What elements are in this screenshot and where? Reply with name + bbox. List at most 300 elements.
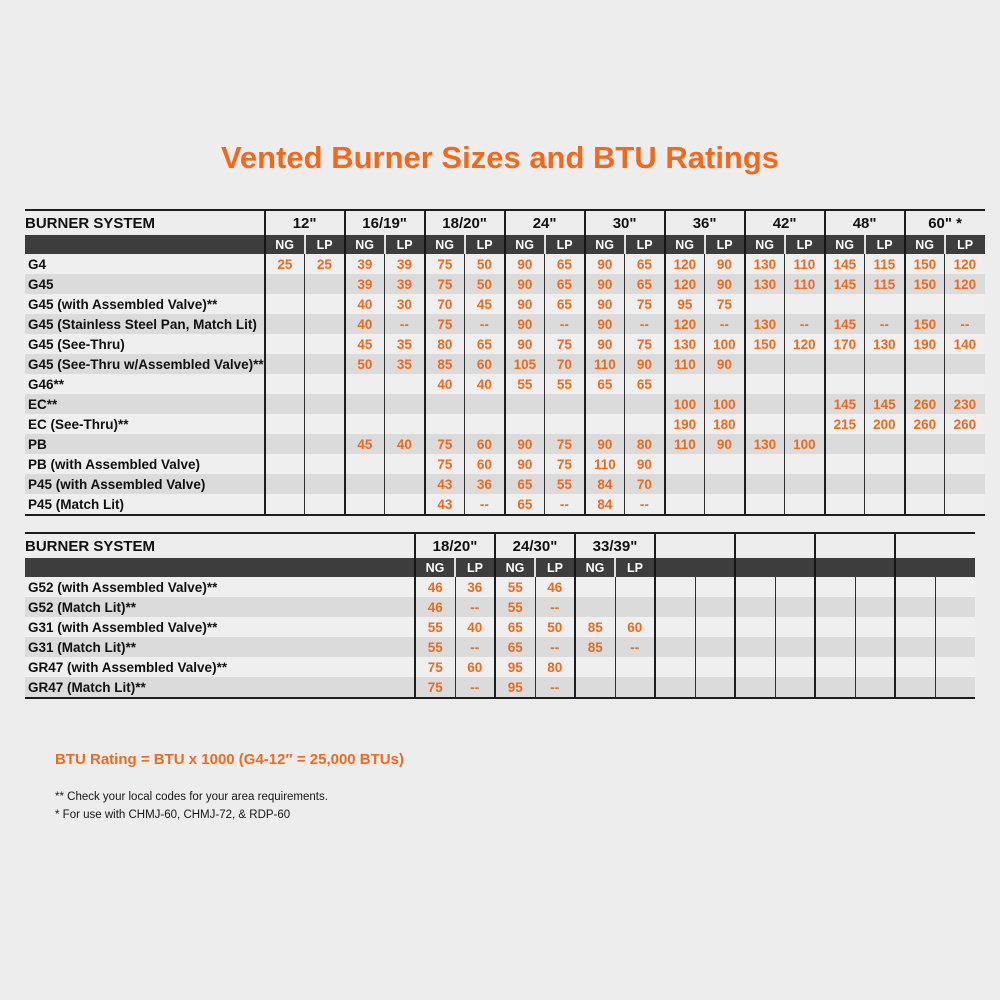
btu-value-lp — [385, 454, 425, 474]
btu-value-ng: 65 — [505, 474, 545, 494]
btu-value-ng — [735, 577, 775, 597]
btu-value-lp: 55 — [545, 474, 585, 494]
btu-value-ng: 145 — [825, 274, 865, 294]
gas-header-ng: NG — [745, 235, 785, 254]
btu-value-ng — [265, 394, 305, 414]
btu-value-lp — [785, 494, 825, 515]
btu-value-lp — [695, 637, 735, 657]
table-row — [25, 354, 985, 374]
btu-value-ng: 105 — [505, 354, 545, 374]
burner-name: EC** — [25, 394, 265, 414]
btu-value-ng: 45 — [345, 434, 385, 454]
btu-value-ng — [815, 677, 855, 698]
gas-header-empty — [735, 558, 775, 577]
btu-value-lp — [305, 274, 345, 294]
burner-name: G31 (Match Lit)** — [25, 637, 415, 657]
btu-value-lp — [465, 394, 505, 414]
btu-value-lp: 260 — [945, 414, 985, 434]
burner-name: PB — [25, 434, 265, 454]
btu-value-ng: 90 — [585, 314, 625, 334]
table-row — [25, 657, 975, 677]
btu-value-ng: 190 — [665, 414, 705, 434]
btu-value-lp: 75 — [545, 454, 585, 474]
btu-value-ng: 130 — [745, 254, 785, 274]
btu-value-lp: 100 — [705, 394, 745, 414]
btu-value-ng — [585, 414, 625, 434]
btu-value-ng — [905, 434, 945, 454]
size-header-empty — [815, 533, 895, 558]
btu-value-lp: 120 — [785, 334, 825, 354]
btu-value-ng: 65 — [505, 494, 545, 515]
btu-value-ng — [825, 494, 865, 515]
btu-value-ng — [905, 494, 945, 515]
btu-value-lp: 45 — [465, 294, 505, 314]
gas-type-header-row — [25, 235, 985, 254]
btu-value-lp: 60 — [465, 434, 505, 454]
btu-value-ng — [345, 454, 385, 474]
btu-value-ng — [585, 394, 625, 414]
btu-value-lp: 50 — [465, 274, 505, 294]
btu-value-lp: 70 — [545, 354, 585, 374]
btu-value-ng — [655, 617, 695, 637]
btu-value-ng: 65 — [495, 617, 535, 637]
btu-value-ng: 75 — [415, 677, 455, 698]
btu-value-lp — [865, 434, 905, 454]
btu-value-lp — [705, 474, 745, 494]
btu-value-lp — [935, 597, 975, 617]
btu-value-lp — [775, 617, 815, 637]
btu-value-ng — [265, 494, 305, 515]
band-label-cell — [25, 558, 415, 577]
btu-value-ng: 46 — [415, 597, 455, 617]
btu-value-ng: 43 — [425, 494, 465, 515]
gas-type-header-row — [25, 558, 975, 577]
table-row — [25, 454, 985, 474]
btu-value-ng — [575, 657, 615, 677]
btu-value-lp: 90 — [705, 254, 745, 274]
btu-value-ng: 120 — [665, 314, 705, 334]
btu-value-ng: 85 — [425, 354, 465, 374]
table-row — [25, 597, 975, 617]
btu-value-ng — [895, 597, 935, 617]
btu-value-ng — [735, 677, 775, 698]
btu-value-lp — [935, 617, 975, 637]
btu-value-ng: 90 — [585, 334, 625, 354]
btu-value-lp: -- — [625, 494, 665, 515]
btu-value-ng — [265, 314, 305, 334]
btu-value-lp: 115 — [865, 274, 905, 294]
btu-value-ng — [665, 494, 705, 515]
gas-header-ng: NG — [495, 558, 535, 577]
btu-value-ng: 90 — [505, 454, 545, 474]
btu-value-ng — [575, 597, 615, 617]
btu-value-lp — [305, 374, 345, 394]
btu-value-lp — [785, 414, 825, 434]
table-row — [25, 394, 985, 414]
size-header: 16/19" — [345, 210, 425, 235]
size-header: 12" — [265, 210, 345, 235]
btu-value-lp — [935, 677, 975, 698]
btu-value-lp — [545, 394, 585, 414]
gas-header-ng: NG — [575, 558, 615, 577]
btu-value-ng — [345, 394, 385, 414]
btu-value-ng: 50 — [345, 354, 385, 374]
btu-value-ng — [665, 374, 705, 394]
btu-value-ng: 75 — [425, 434, 465, 454]
burner-name: G52 (with Assembled Valve)** — [25, 577, 415, 597]
btu-value-ng: 145 — [825, 254, 865, 274]
btu-value-lp: 80 — [625, 434, 665, 454]
btu-value-ng: 110 — [665, 434, 705, 454]
btu-value-ng — [265, 374, 305, 394]
btu-value-lp: 60 — [455, 657, 495, 677]
btu-value-lp — [695, 577, 735, 597]
btu-value-ng — [265, 414, 305, 434]
size-header: 30" — [585, 210, 665, 235]
btu-value-lp: 75 — [545, 334, 585, 354]
btu-value-lp: 145 — [865, 394, 905, 414]
btu-value-ng: 145 — [825, 314, 865, 334]
btu-value-lp — [865, 354, 905, 374]
btu-value-lp — [385, 474, 425, 494]
btu-value-lp — [305, 494, 345, 515]
btu-value-lp: 60 — [465, 454, 505, 474]
size-header: 60" * — [905, 210, 985, 235]
btu-value-ng: 170 — [825, 334, 865, 354]
btu-value-ng: 90 — [505, 434, 545, 454]
btu-value-ng: 40 — [345, 294, 385, 314]
btu-value-lp: 70 — [625, 474, 665, 494]
btu-value-ng: 95 — [495, 657, 535, 677]
btu-rating-note: BTU Rating = BTU x 1000 (G4-12″ = 25,000 BTUs) — [55, 751, 404, 768]
btu-value-ng — [815, 617, 855, 637]
btu-value-lp — [785, 294, 825, 314]
btu-value-ng — [265, 334, 305, 354]
btu-value-ng — [895, 617, 935, 637]
gas-header-empty — [655, 558, 695, 577]
btu-value-lp — [855, 617, 895, 637]
btu-value-ng — [265, 294, 305, 314]
btu-value-lp — [775, 677, 815, 698]
burner-name: EC (See-Thru)** — [25, 414, 265, 434]
btu-value-lp: 200 — [865, 414, 905, 434]
size-header-empty — [895, 533, 975, 558]
btu-value-ng: 65 — [495, 637, 535, 657]
btu-value-lp: 180 — [705, 414, 745, 434]
btu-value-lp — [855, 597, 895, 617]
btu-value-lp: -- — [545, 494, 585, 515]
btu-value-lp: -- — [945, 314, 985, 334]
btu-value-ng: 75 — [425, 254, 465, 274]
btu-value-lp: 65 — [545, 274, 585, 294]
btu-value-ng: 90 — [505, 294, 545, 314]
btu-value-lp — [945, 374, 985, 394]
table-row — [25, 254, 985, 274]
btu-value-ng — [895, 657, 935, 677]
gas-header-ng: NG — [265, 235, 305, 254]
btu-value-ng — [655, 677, 695, 698]
btu-value-lp — [305, 354, 345, 374]
btu-value-lp — [865, 474, 905, 494]
burner-name: PB (with Assembled Valve) — [25, 454, 265, 474]
btu-value-ng — [745, 474, 785, 494]
btu-value-ng: 90 — [505, 334, 545, 354]
btu-value-ng — [745, 294, 785, 314]
linear-burner-size-table — [25, 532, 975, 699]
btu-value-lp: 65 — [465, 334, 505, 354]
table-row — [25, 374, 985, 394]
btu-value-ng: 55 — [505, 374, 545, 394]
btu-value-lp — [705, 494, 745, 515]
btu-value-lp — [615, 657, 655, 677]
btu-value-ng: 100 — [665, 394, 705, 414]
btu-value-lp: 65 — [625, 254, 665, 274]
table-row — [25, 294, 985, 314]
btu-value-lp — [935, 637, 975, 657]
btu-value-ng — [905, 294, 945, 314]
table-row — [25, 474, 985, 494]
btu-value-ng: 110 — [585, 454, 625, 474]
burner-system-header: BURNER SYSTEM — [25, 533, 415, 558]
btu-value-ng: 130 — [745, 434, 785, 454]
table-row — [25, 414, 985, 434]
btu-value-lp — [615, 577, 655, 597]
btu-value-ng — [655, 657, 695, 677]
btu-value-lp — [705, 454, 745, 474]
btu-value-ng: 95 — [495, 677, 535, 698]
btu-value-ng — [655, 597, 695, 617]
btu-value-lp: 100 — [705, 334, 745, 354]
btu-value-lp: 110 — [785, 254, 825, 274]
btu-value-ng — [735, 617, 775, 637]
btu-value-ng — [905, 374, 945, 394]
btu-value-lp — [695, 677, 735, 698]
gas-header-lp: LP — [625, 235, 665, 254]
btu-value-lp: 36 — [465, 474, 505, 494]
btu-value-ng: 215 — [825, 414, 865, 434]
size-header: 36" — [665, 210, 745, 235]
btu-value-lp: 65 — [625, 374, 665, 394]
btu-value-ng: 120 — [665, 274, 705, 294]
btu-value-lp: 80 — [535, 657, 575, 677]
band-label-cell — [25, 235, 265, 254]
size-header-empty — [655, 533, 735, 558]
btu-value-lp: 130 — [865, 334, 905, 354]
btu-value-lp: 25 — [305, 254, 345, 274]
btu-value-ng: 130 — [745, 274, 785, 294]
btu-value-ng: 150 — [905, 274, 945, 294]
btu-value-ng — [825, 354, 865, 374]
btu-value-lp — [855, 637, 895, 657]
btu-value-ng: 46 — [415, 577, 455, 597]
gas-header-ng: NG — [425, 235, 465, 254]
btu-value-ng — [825, 454, 865, 474]
btu-value-lp: 65 — [545, 294, 585, 314]
burner-name: G45 (with Assembled Valve)** — [25, 294, 265, 314]
btu-value-lp — [935, 577, 975, 597]
table-row — [25, 637, 975, 657]
btu-value-ng: 55 — [415, 617, 455, 637]
btu-value-ng: 65 — [585, 374, 625, 394]
btu-value-ng — [505, 394, 545, 414]
btu-value-lp — [945, 354, 985, 374]
gas-header-empty — [855, 558, 895, 577]
gas-header-ng: NG — [665, 235, 705, 254]
size-header: 42" — [745, 210, 825, 235]
btu-value-lp: 46 — [535, 577, 575, 597]
burner-name: P45 (Match Lit) — [25, 494, 265, 515]
btu-value-lp: 65 — [625, 274, 665, 294]
btu-value-ng — [745, 354, 785, 374]
btu-value-lp: 40 — [455, 617, 495, 637]
btu-value-lp: 39 — [385, 274, 425, 294]
gas-header-lp: LP — [785, 235, 825, 254]
burner-name: P45 (with Assembled Valve) — [25, 474, 265, 494]
size-header-empty — [735, 533, 815, 558]
btu-value-ng — [895, 577, 935, 597]
btu-value-ng — [745, 494, 785, 515]
btu-value-ng — [745, 374, 785, 394]
btu-value-lp — [855, 657, 895, 677]
btu-value-lp — [855, 577, 895, 597]
gas-header-empty — [695, 558, 735, 577]
burner-system-header: BURNER SYSTEM — [25, 210, 265, 235]
btu-value-lp: -- — [535, 677, 575, 698]
btu-value-ng: 90 — [585, 274, 625, 294]
btu-value-lp — [695, 657, 735, 677]
gas-header-ng: NG — [415, 558, 455, 577]
btu-value-lp — [385, 374, 425, 394]
btu-value-lp — [865, 454, 905, 474]
btu-value-ng: 90 — [585, 294, 625, 314]
table-row — [25, 434, 985, 454]
btu-value-lp: -- — [465, 494, 505, 515]
gas-header-lp: LP — [455, 558, 495, 577]
btu-value-ng: 90 — [585, 254, 625, 274]
btu-value-lp: 55 — [545, 374, 585, 394]
btu-value-ng — [575, 577, 615, 597]
size-header: 33/39" — [575, 533, 655, 558]
btu-value-lp: -- — [455, 597, 495, 617]
btu-value-lp: 40 — [385, 434, 425, 454]
btu-value-lp — [705, 374, 745, 394]
gas-header-lp: LP — [945, 235, 985, 254]
btu-value-ng: 145 — [825, 394, 865, 414]
btu-value-ng — [265, 354, 305, 374]
btu-value-ng — [735, 637, 775, 657]
btu-value-lp: 35 — [385, 334, 425, 354]
btu-value-ng: 85 — [575, 617, 615, 637]
btu-value-ng: 40 — [425, 374, 465, 394]
burner-name: G31 (with Assembled Valve)** — [25, 617, 415, 637]
btu-value-lp: 90 — [705, 274, 745, 294]
btu-value-ng: 120 — [665, 254, 705, 274]
btu-value-ng: 95 — [665, 294, 705, 314]
btu-value-lp: 65 — [545, 254, 585, 274]
size-header: 18/20" — [425, 210, 505, 235]
btu-value-ng: 260 — [905, 394, 945, 414]
btu-value-lp — [305, 294, 345, 314]
size-header: 24" — [505, 210, 585, 235]
btu-value-ng — [345, 494, 385, 515]
burner-name: GR47 (with Assembled Valve)** — [25, 657, 415, 677]
btu-value-ng — [825, 474, 865, 494]
btu-value-ng — [745, 414, 785, 434]
btu-value-ng: 85 — [575, 637, 615, 657]
gas-header-empty — [895, 558, 935, 577]
btu-value-lp — [785, 354, 825, 374]
table-row — [25, 314, 985, 334]
btu-value-lp — [785, 454, 825, 474]
vented-burner-size-table — [25, 209, 985, 516]
btu-value-ng: 25 — [265, 254, 305, 274]
btu-value-ng — [905, 454, 945, 474]
btu-value-ng — [505, 414, 545, 434]
table-row — [25, 494, 985, 515]
table-row — [25, 617, 975, 637]
table-row — [25, 334, 985, 354]
btu-value-lp: -- — [615, 637, 655, 657]
btu-value-lp: 115 — [865, 254, 905, 274]
btu-value-ng: 110 — [585, 354, 625, 374]
btu-value-ng — [665, 474, 705, 494]
gas-header-empty — [935, 558, 975, 577]
btu-value-ng — [345, 374, 385, 394]
btu-value-lp: -- — [455, 677, 495, 698]
btu-value-lp: 75 — [705, 294, 745, 314]
btu-value-lp — [625, 394, 665, 414]
btu-value-lp: 110 — [785, 274, 825, 294]
burner-name: G46** — [25, 374, 265, 394]
btu-value-lp — [305, 394, 345, 414]
btu-value-lp — [785, 374, 825, 394]
btu-value-lp: 120 — [945, 254, 985, 274]
btu-value-lp: 36 — [455, 577, 495, 597]
btu-value-lp — [945, 494, 985, 515]
size-header: 48" — [825, 210, 905, 235]
burner-name: G45 (See-Thru w/Assembled Valve)** — [25, 354, 265, 374]
btu-value-ng: 43 — [425, 474, 465, 494]
btu-value-ng — [665, 454, 705, 474]
btu-value-lp: 50 — [465, 254, 505, 274]
btu-value-ng — [815, 657, 855, 677]
btu-value-ng: 39 — [345, 254, 385, 274]
btu-value-lp — [865, 374, 905, 394]
btu-value-lp: 40 — [465, 374, 505, 394]
btu-value-lp — [305, 314, 345, 334]
btu-value-lp — [775, 597, 815, 617]
btu-value-ng: 75 — [425, 274, 465, 294]
btu-value-lp: -- — [545, 314, 585, 334]
btu-value-ng: 150 — [745, 334, 785, 354]
btu-value-ng — [815, 597, 855, 617]
btu-value-lp: -- — [535, 637, 575, 657]
btu-value-ng — [425, 394, 465, 414]
size-header: 18/20" — [415, 533, 495, 558]
btu-value-ng — [655, 637, 695, 657]
btu-value-ng: 130 — [665, 334, 705, 354]
btu-value-ng: 45 — [345, 334, 385, 354]
gas-header-ng: NG — [905, 235, 945, 254]
btu-value-lp — [785, 394, 825, 414]
btu-value-ng: 75 — [425, 314, 465, 334]
btu-value-lp — [615, 597, 655, 617]
btu-value-lp: 100 — [785, 434, 825, 454]
btu-value-ng — [735, 657, 775, 677]
btu-value-lp — [305, 434, 345, 454]
linear-burner-table — [25, 532, 975, 699]
table-row — [25, 577, 975, 597]
